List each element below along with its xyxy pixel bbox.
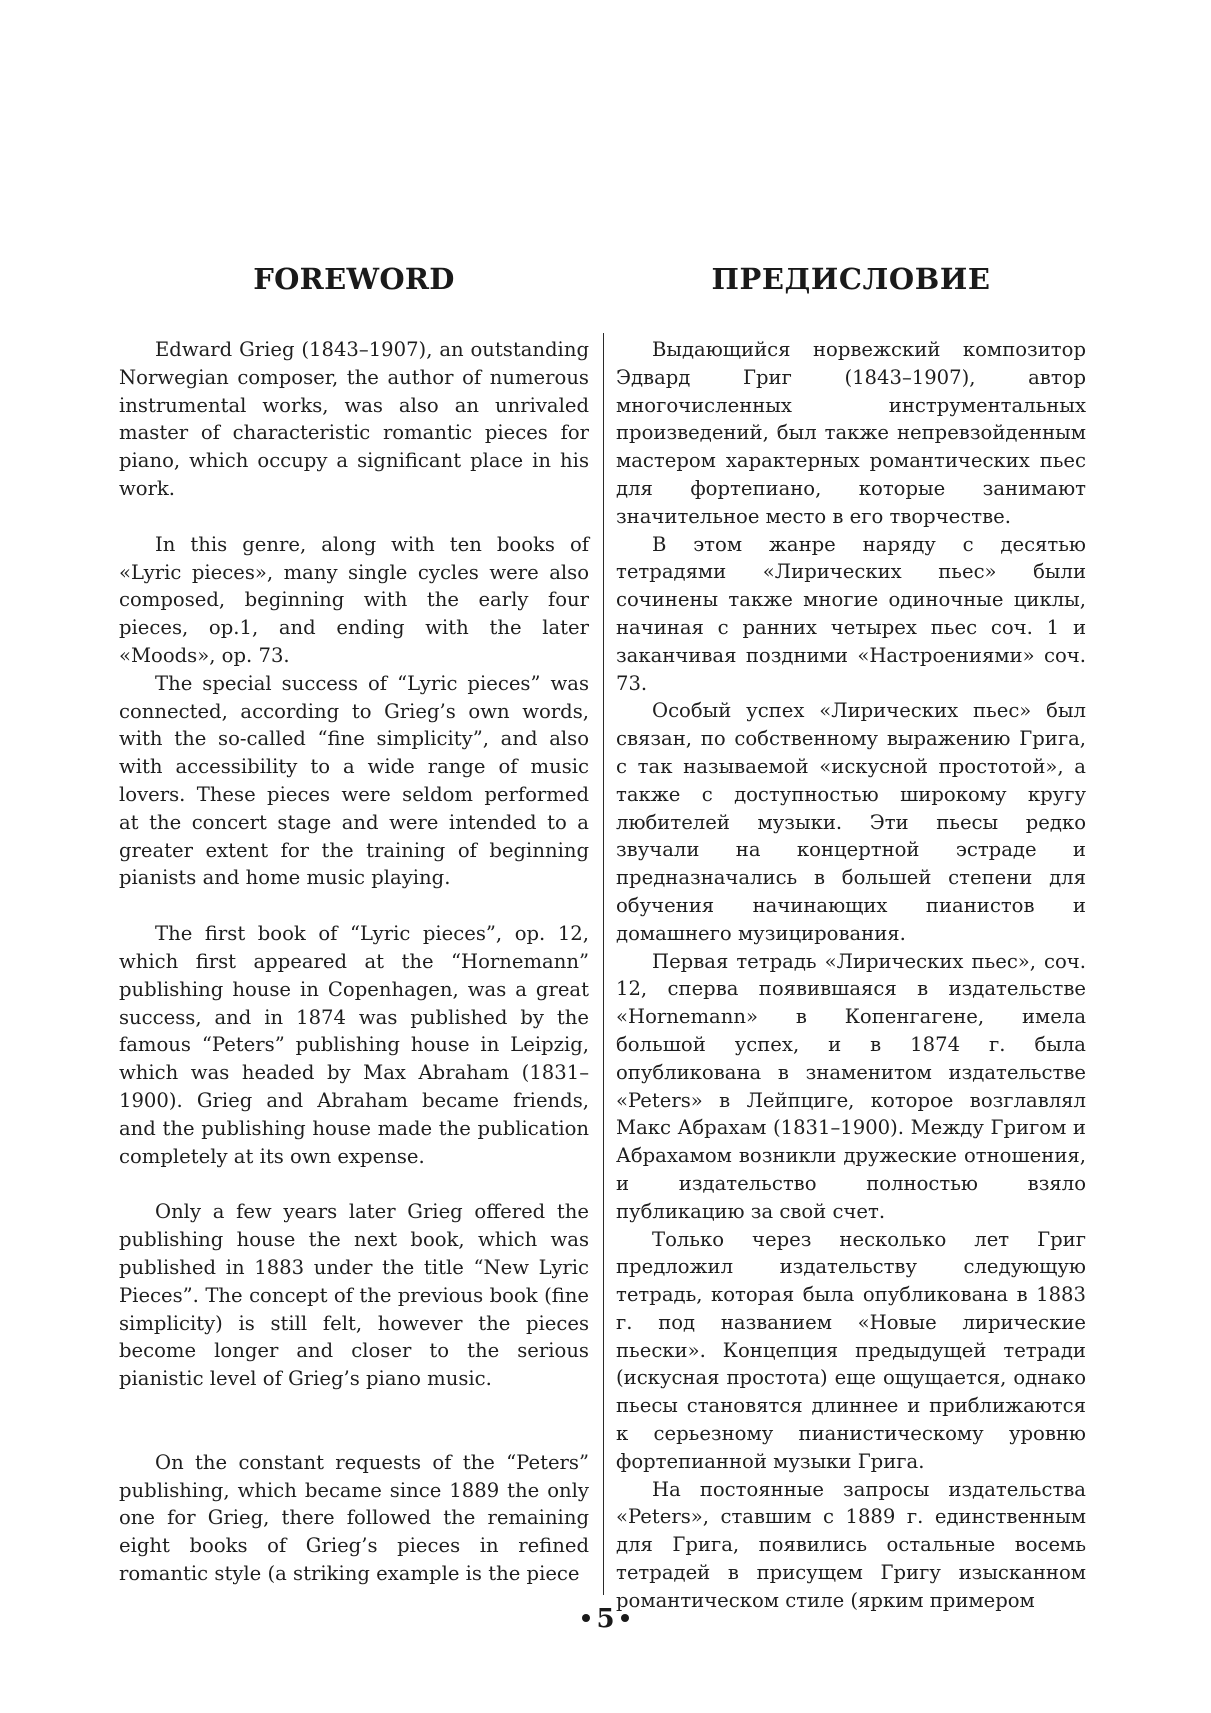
english-paragraph-4: The first book of “Lyric pieces”, op. 12, which first appeared at the “Hornemann” publishing house in Copenhagen, was a great success, and in 1874 was published by the famous “Peters” publishing house in Leipzig, which was headed by Max Abraham (1831–1900). Grieg and Abraham became friends, and the publishing house made the publication completely at its own expense. (119, 922, 589, 1168)
page-number-footer (0, 1604, 1211, 1634)
bullet-left-icon (582, 1614, 590, 1622)
english-column (119, 258, 589, 1588)
russian-paragraph-1: Выдающийся норвежский композитор Эдвард Григ (1843–1907), автор многочисленных инструментальных произведений, был также непревзойденным мастером характерных романтических пьес для фортепиано, которые занимают значительное место в его творчестве. (616, 338, 1086, 528)
russian-paragraph-5: Только через несколько лет Григ предложил издательству следующую тетрадь, которая была опубликована в 1883 г. под названием «Новые лирические пьески». Концепция предыдущей тетради (искусная простота) еще ощущается, однако пьесы становятся длиннее и приближаются к серьезному пианистическому уровню фортепианной музыки Грига. (616, 1227, 1086, 1473)
english-paragraph-5: Only a few years later Grieg offered the publishing house the next book, which was published in 1883 under the title “New Lyric Pieces”. The concept of the previous book (fine simplicity) is still felt, however the pieces become longer and closer to the serious pianistic level of Grieg’s piano music. (119, 1200, 589, 1391)
english-paragraph-3: The special success of “Lyric pieces” was connected, according to Grieg’s own words, with the so-called “fine simplicity”, and also with accessibility to a wide range of music lovers. These pieces were seldom performed at the concert stage and were intended to a greater extent for the training of beginning pianists and home music playing. (119, 671, 589, 890)
russian-body (616, 336, 1086, 1615)
english-paragraph-1: Edward Grieg (1843–1907), an outstanding Norwegian composer, the author of numerous instrumental works, was also an unrivaled master of characteristic romantic pieces for piano, which occupy a significant place in his work. (119, 338, 589, 500)
column-divider (603, 333, 604, 1595)
russian-column (616, 258, 1086, 1615)
russian-paragraph-4: Первая тетрадь «Лирических пьес», соч. 12, сперва появившаяся в издательстве «Hornemann» в Копенгагене, имела большой успех, и в 1874 г. была опубликована в знаменитом издательстве «Peters» в Лейпциге, которое возглавлял Макс Абрахам (1831–1900). Между Григом и Абрахамом возникли дружеские отношения, и издательство полностью взяло публикацию за свой счет. (616, 949, 1086, 1223)
russian-heading: ПРЕДИСЛОВИЕ (711, 262, 991, 296)
english-paragraph-2: In this genre, along with ten books of «Lyric pieces», many single cycles were also composed, beginning with the early four pieces, op.1, and ending with the later «Moods», op. 73. (119, 532, 589, 667)
english-heading: FOREWORD (253, 262, 455, 296)
english-paragraph-6: On the constant requests of the “Peters” publishing, which became since 1889 the only one for Grieg, there followed the remaining eight books of Grieg’s pieces in refined romantic style (a striking example is the piece (119, 1450, 589, 1586)
bullet-right-icon (621, 1614, 629, 1622)
page-number: 5 (596, 1604, 615, 1634)
russian-paragraph-2: В этом жанре наряду с десятью тетрадями «Лирических пьес» были сочинены также многие одиночные циклы, начиная с ранних четырех пьес соч. 1 и заканчивая поздними «Настроениями» соч. 73. (616, 532, 1086, 695)
russian-paragraph-6: На постоянные запросы издательства «Peters», ставшим с 1889 г. единственным для Грига, появились остальные восемь тетрадей в присущем Григу изысканном романтическом стиле (ярким примером (616, 1477, 1086, 1612)
english-body (119, 336, 589, 1588)
russian-paragraph-3: Особый успех «Лирических пьес» был связан, по собственному выражению Грига, с так называемой «искусной простотой», а также с доступностью широкому кругу любителей музыки. Эти пьесы редко звучали на концертной эстраде и предназначались в большей степени для обучения начинающих пианистов и домашнего музицирования. (616, 699, 1086, 945)
